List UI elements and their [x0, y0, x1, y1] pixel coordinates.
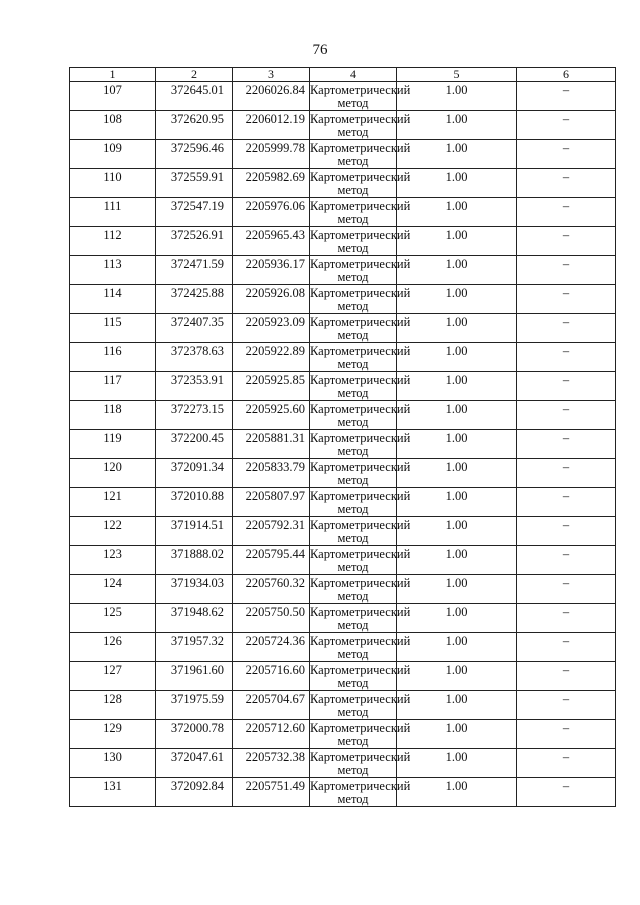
coordinates-table: [69, 67, 616, 807]
point-number-cell: 123: [70, 546, 156, 575]
precision-cell: 1.00: [397, 633, 517, 662]
precision-cell: 1.00: [397, 198, 517, 227]
method-cell: Картометрический метод: [310, 402, 411, 429]
y-coordinate-cell: 2205925.60: [233, 401, 310, 430]
point-number-cell: 126: [70, 633, 156, 662]
description-cell: –: [517, 488, 616, 517]
y-coordinate-cell: 2205982.69: [233, 169, 310, 198]
point-number-cell: 118: [70, 401, 156, 430]
precision-cell: 1.00: [397, 575, 517, 604]
precision-cell: 1.00: [397, 256, 517, 285]
precision-cell: 1.00: [397, 430, 517, 459]
y-coordinate-cell: 2205724.36: [233, 633, 310, 662]
description-cell: –: [517, 720, 616, 749]
x-coordinate-cell: 371975.59: [156, 691, 233, 720]
x-coordinate-cell: 372091.34: [156, 459, 233, 488]
point-number-cell: 111: [70, 198, 156, 227]
table-row: [70, 662, 616, 691]
y-coordinate-cell: 2205976.06: [233, 198, 310, 227]
table-row: [70, 111, 616, 140]
y-coordinate-cell: 2205936.17: [233, 256, 310, 285]
table-row: [70, 372, 616, 401]
method-cell: Картометрический метод: [310, 634, 411, 661]
description-cell: –: [517, 140, 616, 169]
x-coordinate-cell: 372273.15: [156, 401, 233, 430]
precision-cell: 1.00: [397, 546, 517, 575]
method-cell: Картометрический метод: [310, 460, 411, 487]
method-cell: Картометрический метод: [310, 605, 411, 632]
y-coordinate-cell: 2205712.60: [233, 720, 310, 749]
method-cell: Картометрический метод: [310, 141, 411, 168]
method-cell: Картометрический метод: [310, 315, 411, 342]
x-coordinate-cell: 372596.46: [156, 140, 233, 169]
point-number-cell: 107: [70, 82, 156, 111]
description-cell: –: [517, 459, 616, 488]
x-coordinate-cell: 372000.78: [156, 720, 233, 749]
y-coordinate-cell: 2205792.31: [233, 517, 310, 546]
y-coordinate-cell: 2205926.08: [233, 285, 310, 314]
precision-cell: 1.00: [397, 343, 517, 372]
point-number-cell: 129: [70, 720, 156, 749]
point-number-cell: 108: [70, 111, 156, 140]
table-header-row: [70, 68, 616, 82]
description-cell: –: [517, 604, 616, 633]
x-coordinate-cell: 372559.91: [156, 169, 233, 198]
precision-cell: 1.00: [397, 111, 517, 140]
precision-cell: 1.00: [397, 82, 517, 111]
description-cell: –: [517, 401, 616, 430]
precision-cell: 1.00: [397, 227, 517, 256]
x-coordinate-cell: 371961.60: [156, 662, 233, 691]
table-row: [70, 140, 616, 169]
column-header: 5: [397, 68, 517, 82]
table-row: [70, 227, 616, 256]
description-cell: –: [517, 546, 616, 575]
table-row: [70, 198, 616, 227]
x-coordinate-cell: 372620.95: [156, 111, 233, 140]
table-row: [70, 488, 616, 517]
precision-cell: 1.00: [397, 749, 517, 778]
point-number-cell: 130: [70, 749, 156, 778]
point-number-cell: 128: [70, 691, 156, 720]
y-coordinate-cell: 2205807.97: [233, 488, 310, 517]
point-number-cell: 113: [70, 256, 156, 285]
x-coordinate-cell: 372047.61: [156, 749, 233, 778]
description-cell: –: [517, 575, 616, 604]
point-number-cell: 119: [70, 430, 156, 459]
x-coordinate-cell: 372645.01: [156, 82, 233, 111]
table-row: [70, 459, 616, 488]
point-number-cell: 124: [70, 575, 156, 604]
y-coordinate-cell: 2205922.89: [233, 343, 310, 372]
y-coordinate-cell: 2205999.78: [233, 140, 310, 169]
description-cell: –: [517, 662, 616, 691]
point-number-cell: 114: [70, 285, 156, 314]
precision-cell: 1.00: [397, 517, 517, 546]
column-header: 1: [70, 68, 156, 82]
y-coordinate-cell: 2205923.09: [233, 314, 310, 343]
method-cell: Картометрический метод: [310, 112, 411, 139]
x-coordinate-cell: 372471.59: [156, 256, 233, 285]
precision-cell: 1.00: [397, 401, 517, 430]
y-coordinate-cell: 2205965.43: [233, 227, 310, 256]
y-coordinate-cell: 2205833.79: [233, 459, 310, 488]
y-coordinate-cell: 2205704.67: [233, 691, 310, 720]
x-coordinate-cell: 372353.91: [156, 372, 233, 401]
x-coordinate-cell: 371934.03: [156, 575, 233, 604]
description-cell: –: [517, 111, 616, 140]
precision-cell: 1.00: [397, 778, 517, 807]
method-cell: Картометрический метод: [310, 518, 411, 545]
y-coordinate-cell: 2205716.60: [233, 662, 310, 691]
precision-cell: 1.00: [397, 720, 517, 749]
method-cell: Картометрический метод: [310, 228, 411, 255]
x-coordinate-cell: 372200.45: [156, 430, 233, 459]
point-number-cell: 122: [70, 517, 156, 546]
table-row: [70, 169, 616, 198]
method-cell: Картометрический метод: [310, 779, 411, 806]
description-cell: –: [517, 169, 616, 198]
precision-cell: 1.00: [397, 691, 517, 720]
method-cell: Картометрический метод: [310, 692, 411, 719]
table-row: [70, 285, 616, 314]
description-cell: –: [517, 285, 616, 314]
x-coordinate-cell: 371957.32: [156, 633, 233, 662]
description-cell: –: [517, 343, 616, 372]
column-header: 6: [517, 68, 616, 82]
method-cell: Картометрический метод: [310, 721, 411, 748]
y-coordinate-cell: 2205925.85: [233, 372, 310, 401]
table-row: [70, 430, 616, 459]
description-cell: –: [517, 314, 616, 343]
method-cell: Картометрический метод: [310, 576, 411, 603]
precision-cell: 1.00: [397, 169, 517, 198]
x-coordinate-cell: 372547.19: [156, 198, 233, 227]
method-cell: Картометрический метод: [310, 199, 411, 226]
y-coordinate-cell: 2205750.50: [233, 604, 310, 633]
method-cell: Картометрический метод: [310, 547, 411, 574]
method-cell: Картометрический метод: [310, 750, 411, 777]
column-header: 2: [156, 68, 233, 82]
y-coordinate-cell: 2205760.32: [233, 575, 310, 604]
point-number-cell: 120: [70, 459, 156, 488]
precision-cell: 1.00: [397, 285, 517, 314]
precision-cell: 1.00: [397, 372, 517, 401]
point-number-cell: 131: [70, 778, 156, 807]
point-number-cell: 125: [70, 604, 156, 633]
point-number-cell: 112: [70, 227, 156, 256]
y-coordinate-cell: 2206026.84: [233, 82, 310, 111]
x-coordinate-cell: 372407.35: [156, 314, 233, 343]
x-coordinate-cell: 372526.91: [156, 227, 233, 256]
x-coordinate-cell: 372010.88: [156, 488, 233, 517]
table-row: [70, 343, 616, 372]
method-cell: Картометрический метод: [310, 489, 411, 516]
x-coordinate-cell: 371914.51: [156, 517, 233, 546]
description-cell: –: [517, 82, 616, 111]
y-coordinate-cell: 2206012.19: [233, 111, 310, 140]
table-body: [70, 82, 616, 807]
table-row: [70, 546, 616, 575]
method-cell: Картометрический метод: [310, 286, 411, 313]
point-number-cell: 116: [70, 343, 156, 372]
method-cell: Картометрический метод: [310, 663, 411, 690]
precision-cell: 1.00: [397, 314, 517, 343]
description-cell: –: [517, 198, 616, 227]
y-coordinate-cell: 2205751.49: [233, 778, 310, 807]
method-cell: Картометрический метод: [310, 344, 411, 371]
description-cell: –: [517, 517, 616, 546]
precision-cell: 1.00: [397, 488, 517, 517]
point-number-cell: 110: [70, 169, 156, 198]
precision-cell: 1.00: [397, 140, 517, 169]
precision-cell: 1.00: [397, 459, 517, 488]
method-cell: Картометрический метод: [310, 373, 411, 400]
table-row: [70, 778, 616, 807]
description-cell: –: [517, 227, 616, 256]
x-coordinate-cell: 371888.02: [156, 546, 233, 575]
description-cell: –: [517, 749, 616, 778]
table-row: [70, 720, 616, 749]
method-cell: Картометрический метод: [310, 431, 411, 458]
table-row: [70, 256, 616, 285]
table-row: [70, 691, 616, 720]
x-coordinate-cell: 372378.63: [156, 343, 233, 372]
description-cell: –: [517, 430, 616, 459]
table-row: [70, 575, 616, 604]
table-row: [70, 314, 616, 343]
method-cell: Картометрический метод: [310, 83, 411, 110]
description-cell: –: [517, 372, 616, 401]
precision-cell: 1.00: [397, 604, 517, 633]
point-number-cell: 127: [70, 662, 156, 691]
table-row: [70, 604, 616, 633]
table-row: [70, 517, 616, 546]
precision-cell: 1.00: [397, 662, 517, 691]
x-coordinate-cell: 372425.88: [156, 285, 233, 314]
method-cell: Картометрический метод: [310, 170, 411, 197]
description-cell: –: [517, 778, 616, 807]
y-coordinate-cell: 2205881.31: [233, 430, 310, 459]
method-cell: Картометрический метод: [310, 257, 411, 284]
column-header: 4: [310, 68, 397, 82]
table-row: [70, 82, 616, 111]
y-coordinate-cell: 2205732.38: [233, 749, 310, 778]
point-number-cell: 121: [70, 488, 156, 517]
y-coordinate-cell: 2205795.44: [233, 546, 310, 575]
table-row: [70, 749, 616, 778]
column-header: 3: [233, 68, 310, 82]
description-cell: –: [517, 691, 616, 720]
table-row: [70, 401, 616, 430]
x-coordinate-cell: 371948.62: [156, 604, 233, 633]
page-number: 76: [312, 42, 328, 58]
table-row: [70, 633, 616, 662]
point-number-cell: 109: [70, 140, 156, 169]
description-cell: –: [517, 633, 616, 662]
description-cell: –: [517, 256, 616, 285]
point-number-cell: 115: [70, 314, 156, 343]
point-number-cell: 117: [70, 372, 156, 401]
x-coordinate-cell: 372092.84: [156, 778, 233, 807]
